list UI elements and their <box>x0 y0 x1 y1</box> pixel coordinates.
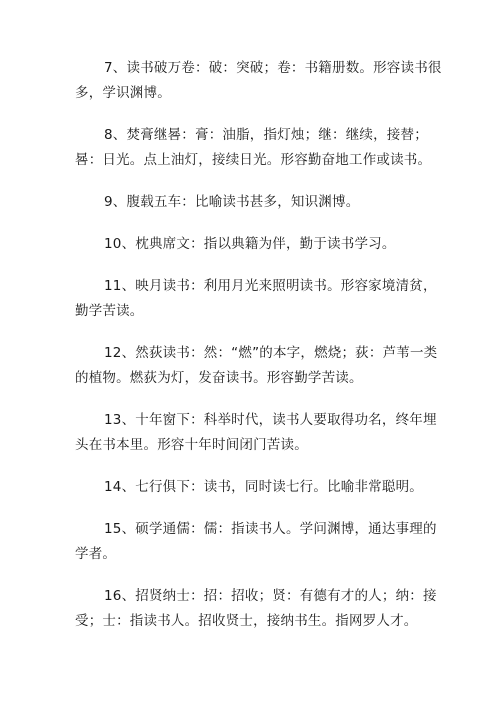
entry-10: 10、枕典席文：指以典籍为伴，勤于读书学习。 <box>104 236 396 252</box>
entry-16: 16、招贤纳士：招：招收；贤：有德有才的人；纳：接受；士：指读书人。招收贤士，接纳书生。指网罗人才。 <box>75 588 437 629</box>
entry-7: 7、读书破万卷：破：突破；卷：书籍册数。形容读书很多，学识渊博。 <box>75 60 442 101</box>
entry-14: 14、七行俱下：读书，同时读七行。比喻非常聪明。 <box>104 479 423 495</box>
entry-9: 9、腹载五车：比喻读书甚多，知识渊博。 <box>104 194 360 210</box>
document-page <box>75 56 445 651</box>
entry-12: 12、然荻读书：然：“燃”的本字，燃烧；荻：芦苇一类的植物。燃荻为灯，发奋读书。形容勤学苦读。 <box>75 345 438 386</box>
entry-13: 13、十年窗下：科举时代，读书人要取得功名，终年埋头在书本里。形容十年时间闭门苦读。 <box>75 412 437 453</box>
entry-15: 15、硕学通儒：儒：指读书人。学问渊博，通达事理的学者。 <box>75 521 437 562</box>
entry-11: 11、映月读书：利用月光来照明读书。形容家境清贫，勤学苦读。 <box>75 278 437 319</box>
entry-8: 8、焚膏继晷：膏：油脂，指灯烛；继：继续，接替；晷：日光。点上油灯，接续日光。形容勤奋地工作或读书。 <box>75 127 432 168</box>
